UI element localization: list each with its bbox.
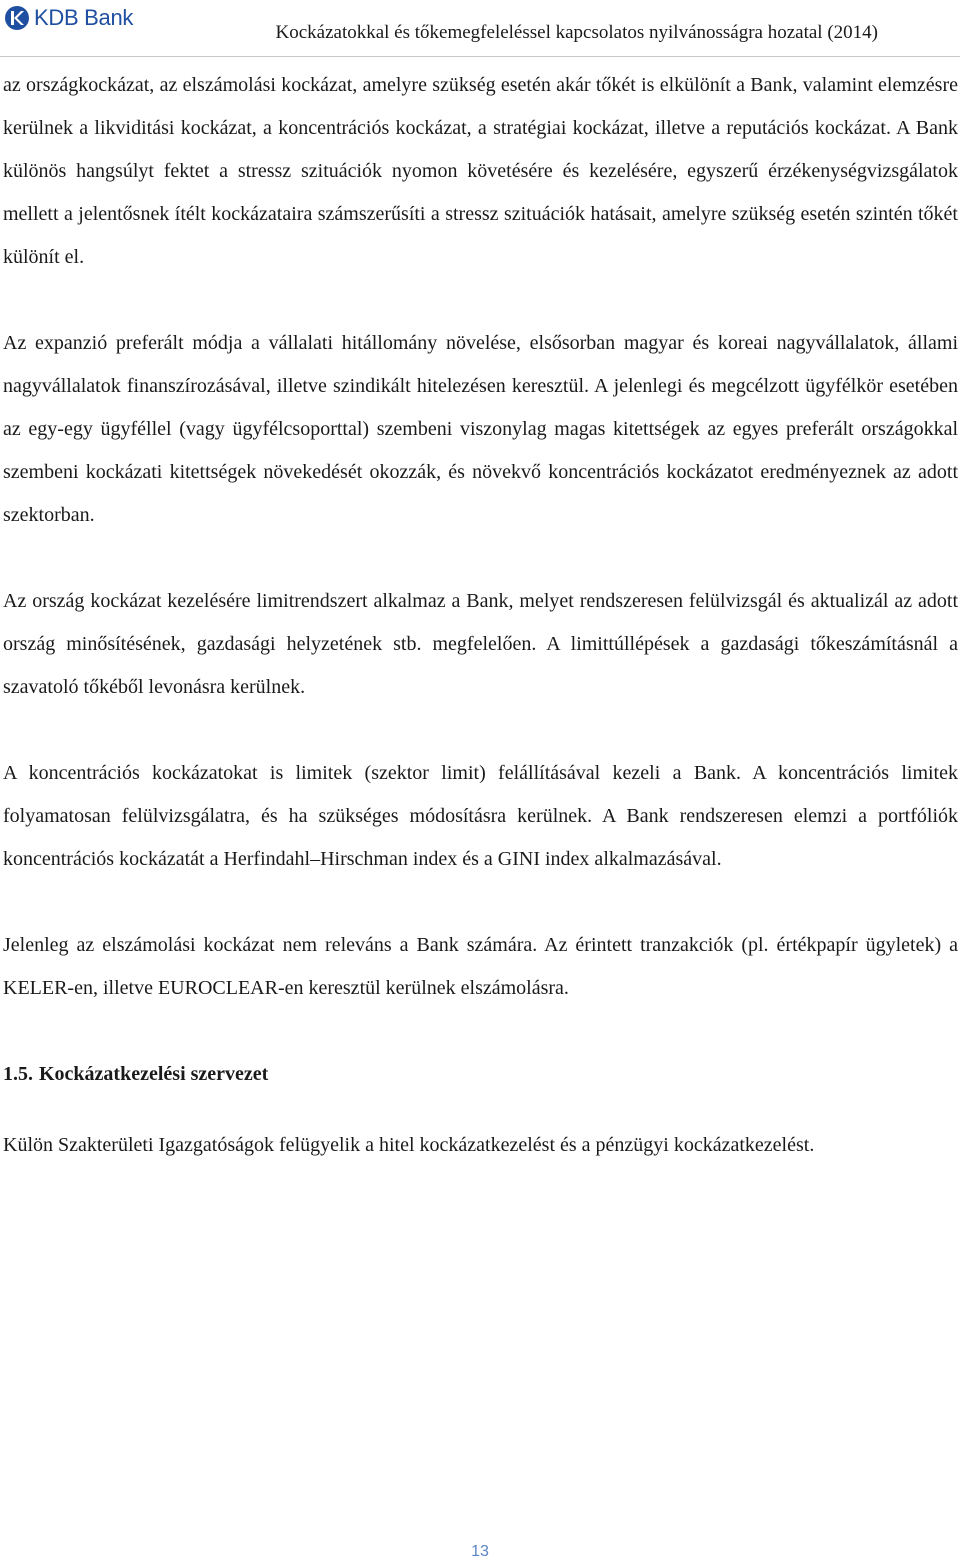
paragraph-concentration-risk: A koncentrációs kockázatokat is limitek (szektor limit) felállításával kezeli a Bank. A koncentrációs limitek folyamatosan felülvizsgálatra, és ha szükséges módosításra kerülnek. A Bank rendszeresen elemzi a portfóliók koncentrációs kockázatát a Herfindahl–Hirschman index és a GINI index alkalmazásával.	[3, 762, 958, 870]
header-divider	[0, 56, 960, 57]
paragraph-expansion: Az expanzió preferált módja a vállalati hitállomány növelése, elsősorban magyar és koreai nagyvállalatok, állami nagyvállalatok finanszírozásával, illetve szindikált hitelezésen keresztül. A jelenlegi és megcélzott ügyfélkör esetében az egy-egy ügyféllel (vagy ügyfélcsoporttal) szembeni viszonylag magas kitettségek az egyes preferált országokkal szembeni kockázati kitettségek növekedését okozzák, és növekvő koncentrációs kockázatot eredményeznek az adott szektorban.	[3, 332, 958, 526]
section-heading	[3, 1053, 958, 1096]
paragraph-spacer	[3, 537, 958, 580]
kdb-logo-icon	[4, 5, 30, 31]
paragraph-settlement-risk: Jelenleg az elszámolási kockázat nem releváns a Bank számára. Az érintett tranzakciók (pl. értékpapír ügyletek) a KELER-en, illetve EUROCLEAR-en keresztül kerülnek elszámolásra.	[3, 934, 958, 999]
document-body	[3, 64, 958, 1167]
paragraph-country-risk: Az ország kockázat kezelésére limitrendszert alkalmaz a Bank, melyet rendszeresen felülvizsgál és aktualizál az adott ország minősítésének, gazdasági helyzetének stb. megfelelően. A limittúllépések a gazdasági tőkeszámításnál a szavatoló tőkéből levonásra kerülnek.	[3, 590, 958, 698]
page-number: 13	[471, 1543, 489, 1560]
paragraph-risk-overview: az országkockázat, az elszámolási kockázat, amelyre szükség esetén akár tőkét is elkülönít a Bank, valamint elemzésre kerülnek a likviditási kockázat, a koncentrációs kockázat, a stratégiai kockázat, illetve a reputációs kockázat. A Bank különös hangsúlyt fektet a stressz szituációk nyomon követésére és kezelésére, egyszerű érzékenységvizsgálatok mellett a jelentősnek ítélt kockázataira számszerűsíti a stressz szituációk hatásait, amelyre szükség esetén szintén tőkét különít el.	[3, 74, 958, 268]
paragraph-spacer	[3, 1010, 958, 1053]
paragraph-spacer	[3, 709, 958, 752]
paragraph-spacer	[3, 1096, 958, 1124]
bank-logo	[4, 4, 133, 32]
document-title: Kockázatokkal és tőkemegfeleléssel kapcsolatos nyilvánosságra hozatal (2014)	[275, 22, 878, 43]
paragraph-spacer	[3, 881, 958, 924]
section-title: Kockázatkezelési szervezet	[39, 1063, 269, 1085]
paragraph-spacer	[3, 279, 958, 322]
logo-text: KDB Bank	[34, 5, 134, 30]
page-header	[0, 0, 960, 52]
section-number: 1.5.	[3, 1063, 33, 1085]
paragraph-organization: Külön Szakterületi Igazgatóságok felügyelik a hitel kockázatkezelést és a pénzügyi kockázatkezelést.	[3, 1134, 815, 1156]
